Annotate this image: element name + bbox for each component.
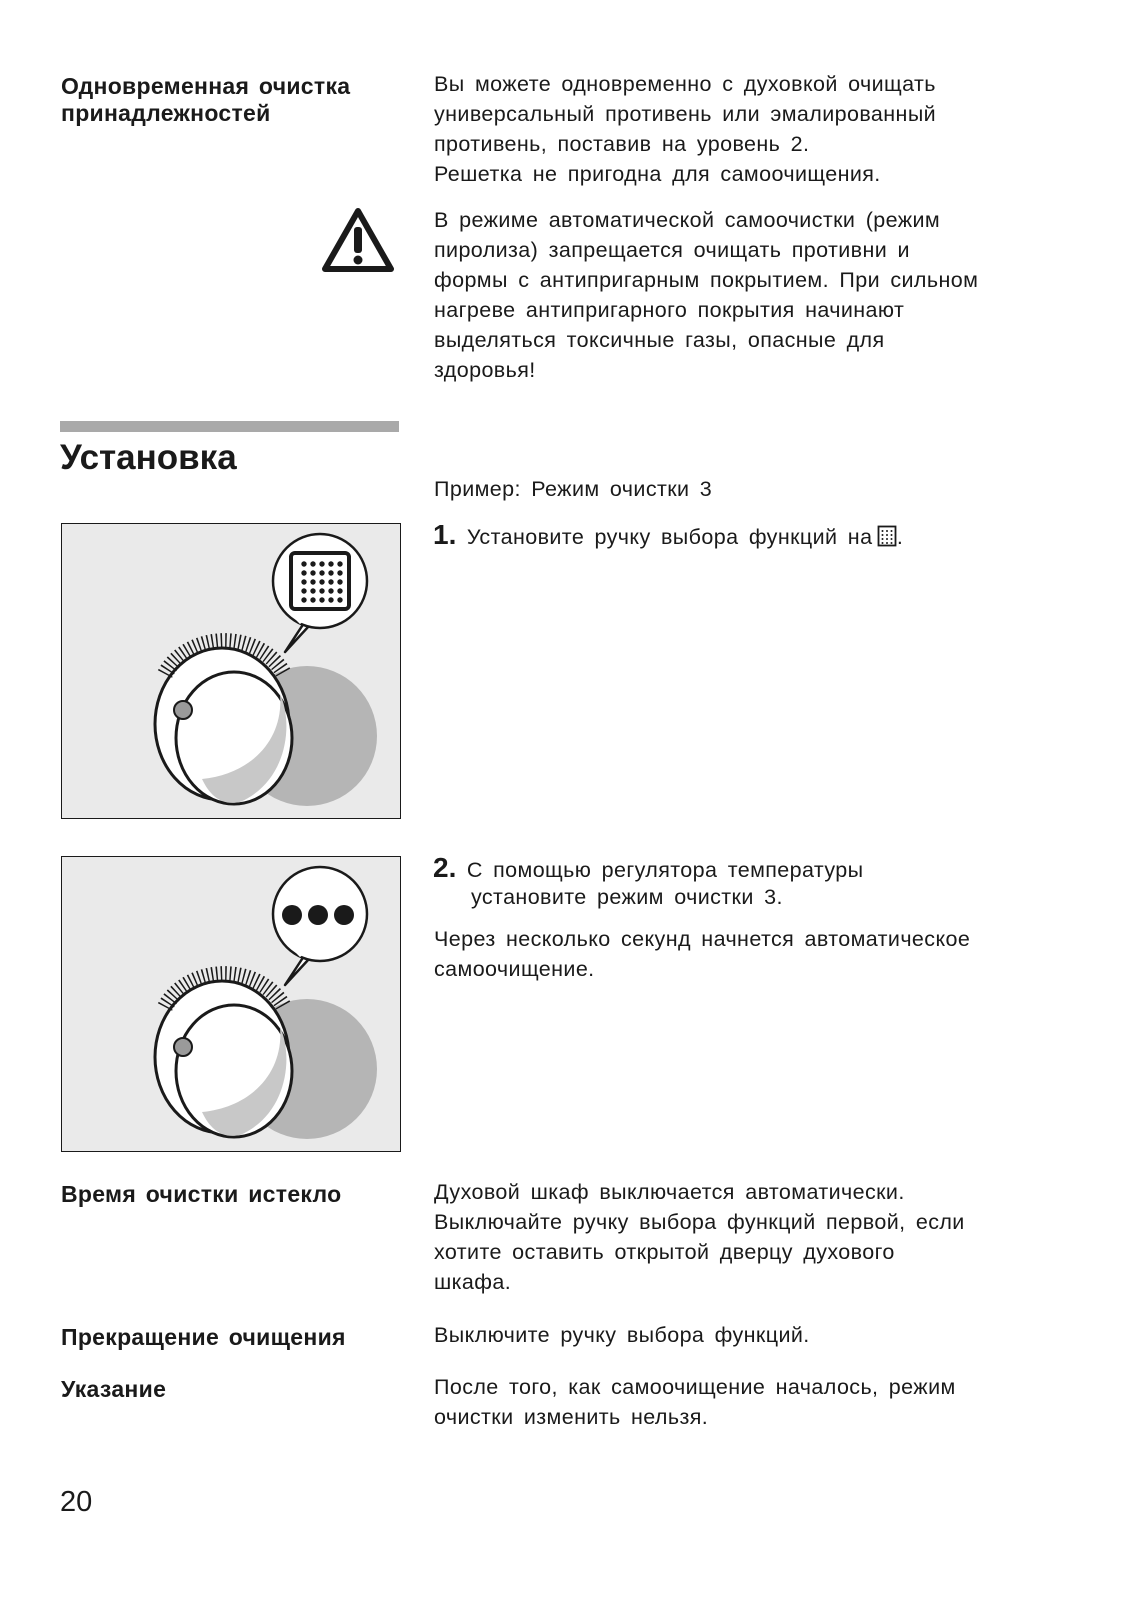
- section-divider: [60, 421, 399, 432]
- text-line: Духовой шкаф выключается автоматически.: [434, 1180, 905, 1204]
- text-line: очистки изменить нельзя.: [434, 1405, 709, 1429]
- text-line: Через несколько секунд начнется автоматическое: [434, 927, 971, 951]
- text-line: здоровья!: [434, 358, 536, 382]
- step-text: установите режим очистки 3.: [471, 885, 783, 909]
- pyrolysis-grid-icon: [291, 553, 349, 609]
- heading-line: Одновременная очистка: [61, 73, 351, 99]
- time-expired-heading: Время очистки истекло: [61, 1181, 342, 1207]
- text-line: универсальный противень или эмалированный: [434, 102, 937, 126]
- text-line: шкафа.: [434, 1270, 512, 1294]
- text-line: выделяться токсичные газы, опасные для: [434, 328, 885, 352]
- speech-bubble: [273, 867, 367, 985]
- text-line: После того, как самоочищение началось, режим: [434, 1375, 956, 1399]
- oven-knob-icon: [155, 641, 292, 804]
- text-line: Выключайте ручку выбора функций первой, если: [434, 1210, 965, 1234]
- oven-knob-icon: [155, 974, 292, 1137]
- text-line: В режиме автоматической самоочистки (режим: [434, 208, 941, 232]
- time-expired-text: [434, 1177, 1074, 1297]
- accessories-cleaning-text: [434, 69, 1074, 189]
- after-step2-text: [434, 924, 1074, 984]
- text-line: пиролиза) запрещается очищать противни и: [434, 238, 910, 262]
- pyrolysis-grid-icon: [877, 525, 897, 552]
- example-text: [434, 474, 1074, 504]
- step-number: 1.: [433, 519, 457, 550]
- step-text: Установите ручку выбора функций на: [466, 525, 873, 549]
- step-2: [433, 852, 1093, 912]
- warning-triangle-icon: [322, 207, 394, 278]
- text-line: хотите оставить открытой дверцу духового: [434, 1240, 895, 1264]
- note-heading: Указание: [61, 1376, 167, 1402]
- text-line: противень, поставив на уровень 2.: [434, 132, 810, 156]
- section-title: Установка: [60, 438, 237, 477]
- note-text: [434, 1372, 1074, 1432]
- text-line: Вы можете одновременно с духовкой очищать: [434, 72, 936, 96]
- text-line: Выключите ручку выбора функций.: [434, 1323, 810, 1347]
- step-text-end: .: [896, 525, 904, 549]
- step-1: [433, 519, 1093, 552]
- text-line: нагреве антипригарного покрытия начинают: [434, 298, 905, 322]
- temperature-knob-figure: [61, 856, 401, 1152]
- step-number: 2.: [433, 852, 457, 883]
- text-line: самоочищение.: [434, 957, 595, 981]
- heading-line: принадлежностей: [61, 100, 271, 126]
- stop-cleaning-text: [434, 1320, 1074, 1350]
- text-line: формы с антипригарным покрытием. При сильном: [434, 268, 979, 292]
- function-knob-figure: [61, 523, 401, 819]
- warning-text: [434, 205, 1074, 385]
- accessories-cleaning-heading: [61, 73, 411, 127]
- three-dots-icon: [282, 905, 354, 925]
- text-line: Решетка не пригодна для самоочищения.: [434, 162, 881, 186]
- stop-cleaning-heading: Прекращение очищения: [61, 1324, 346, 1350]
- page-number: 20: [60, 1486, 93, 1518]
- step-text: С помощью регулятора температуры: [466, 858, 864, 882]
- text-line: Пример: Режим очистки 3: [434, 477, 713, 501]
